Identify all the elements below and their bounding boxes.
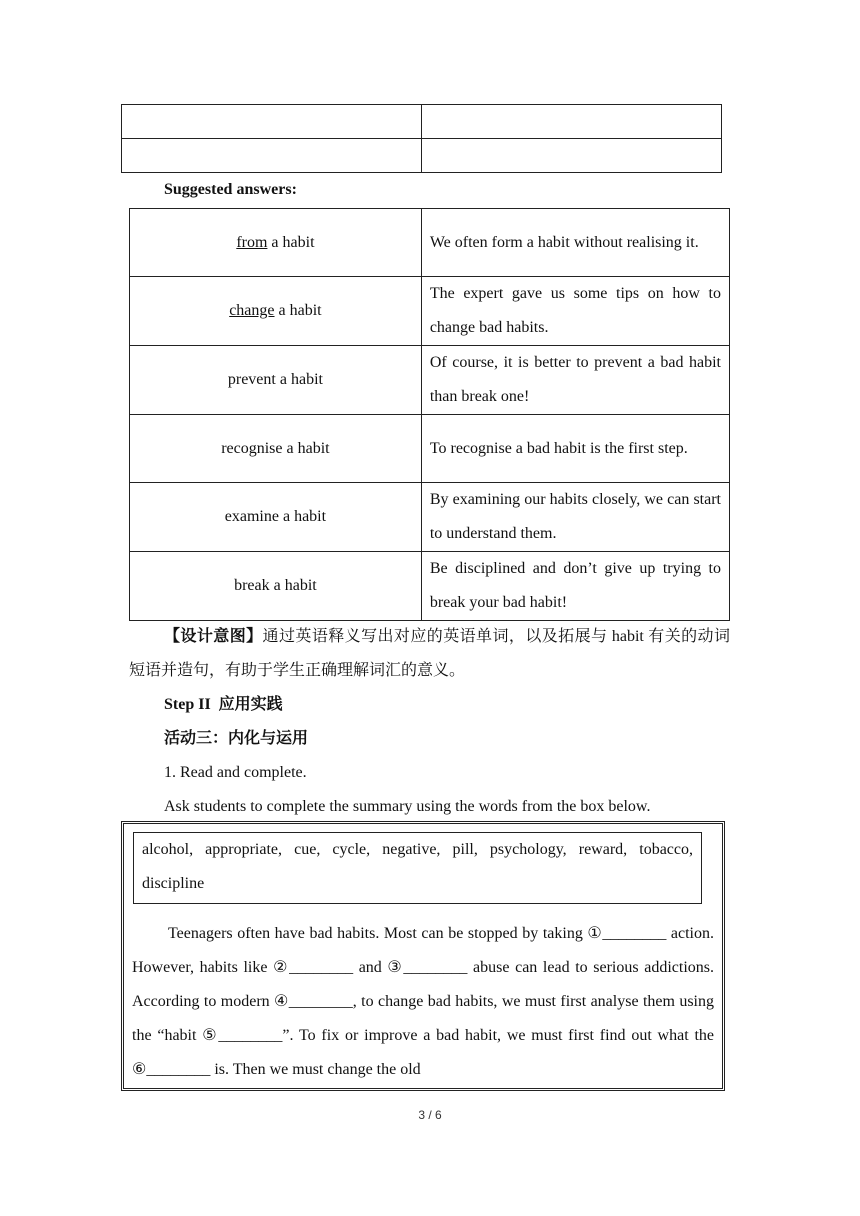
- phrase-rest: a habit: [274, 302, 322, 319]
- table-row: [130, 415, 730, 483]
- phrase-verb: examine: [224, 508, 279, 525]
- table-row: [122, 139, 722, 173]
- answers-table: [129, 208, 730, 621]
- design-intent-lead: 【设计意图】: [164, 628, 263, 645]
- phrase-verb: prevent: [227, 371, 276, 388]
- table-row: [130, 346, 730, 415]
- table-cell: [122, 139, 422, 173]
- example-sentence-cell: We often form a habit without realising it.: [421, 209, 729, 277]
- task-title: 1. Read and complete.: [164, 764, 307, 781]
- example-sentence-cell: Be disciplined and don’t give up trying to break your bad habit!: [421, 552, 729, 621]
- page-number: 3 / 6: [418, 1108, 442, 1122]
- phrase-cell: [130, 483, 422, 552]
- design-intent-note: [129, 620, 730, 688]
- table-row: [130, 209, 730, 277]
- phrase-rest: a habit: [269, 577, 317, 594]
- example-sentence-cell: To recognise a bad habit is the first step.: [421, 415, 729, 483]
- phrase-verb: change: [229, 302, 275, 319]
- table-cell: [122, 105, 422, 139]
- summary-text: Teenagers often have bad habits. Most can be stopped by taking ①________ action. However, habits like ②________ and ③________ abuse can lead to serious addictions. According to modern ④________, to change bad habits, we must first analyse them using the “habit ⑤________”. To fix or improve a bad habit, we must first find out what the ⑥________ is. Then we must change the old: [132, 925, 714, 1078]
- example-sentence-cell: The expert gave us some tips on how to change bad habits.: [421, 277, 729, 346]
- phrase-rest: a habit: [275, 371, 323, 388]
- summary-box: [121, 821, 725, 1091]
- activity-title: 活动三：内化与运用: [164, 730, 309, 747]
- suggested-answers-label: Suggested answers:: [164, 181, 297, 198]
- word-box: alcohol, appropriate, cue, cycle, negative, pill, psychology, reward, tobacco, discipline: [133, 832, 702, 904]
- phrase-verb: break: [234, 577, 270, 594]
- table-cell: [422, 105, 722, 139]
- example-sentence-cell: Of course, it is better to prevent a bad habit than break one!: [421, 346, 729, 415]
- task-instruction: Ask students to complete the summary using the words from the box below.: [164, 798, 651, 815]
- design-intent-text: 通过英语释义写出对应的英语单词，以及拓展与 habit 有关的动词短语并造句，有助于学生正确理解词汇的意义。: [129, 628, 730, 679]
- phrase-cell: [130, 277, 422, 346]
- phrase-cell: [130, 415, 422, 483]
- phrase-verb: from: [236, 233, 268, 251]
- phrase-rest: a habit: [282, 439, 330, 457]
- table-row: [122, 105, 722, 139]
- table-cell: [422, 139, 722, 173]
- table-row: [130, 277, 730, 346]
- phrase-cell: [130, 552, 422, 621]
- phrase-rest: a habit: [267, 233, 315, 251]
- phrase-cell: [130, 346, 422, 415]
- phrase-cell: [130, 209, 422, 277]
- table-row: [130, 483, 730, 552]
- table-row: [130, 552, 730, 621]
- phrase-verb: recognise: [221, 439, 283, 457]
- example-sentence-cell: By examining our habits closely, we can start to understand them.: [421, 483, 729, 552]
- phrase-rest: a habit: [278, 508, 327, 525]
- empty-table: [121, 104, 722, 173]
- step-title: Step II 应用实践: [164, 696, 283, 713]
